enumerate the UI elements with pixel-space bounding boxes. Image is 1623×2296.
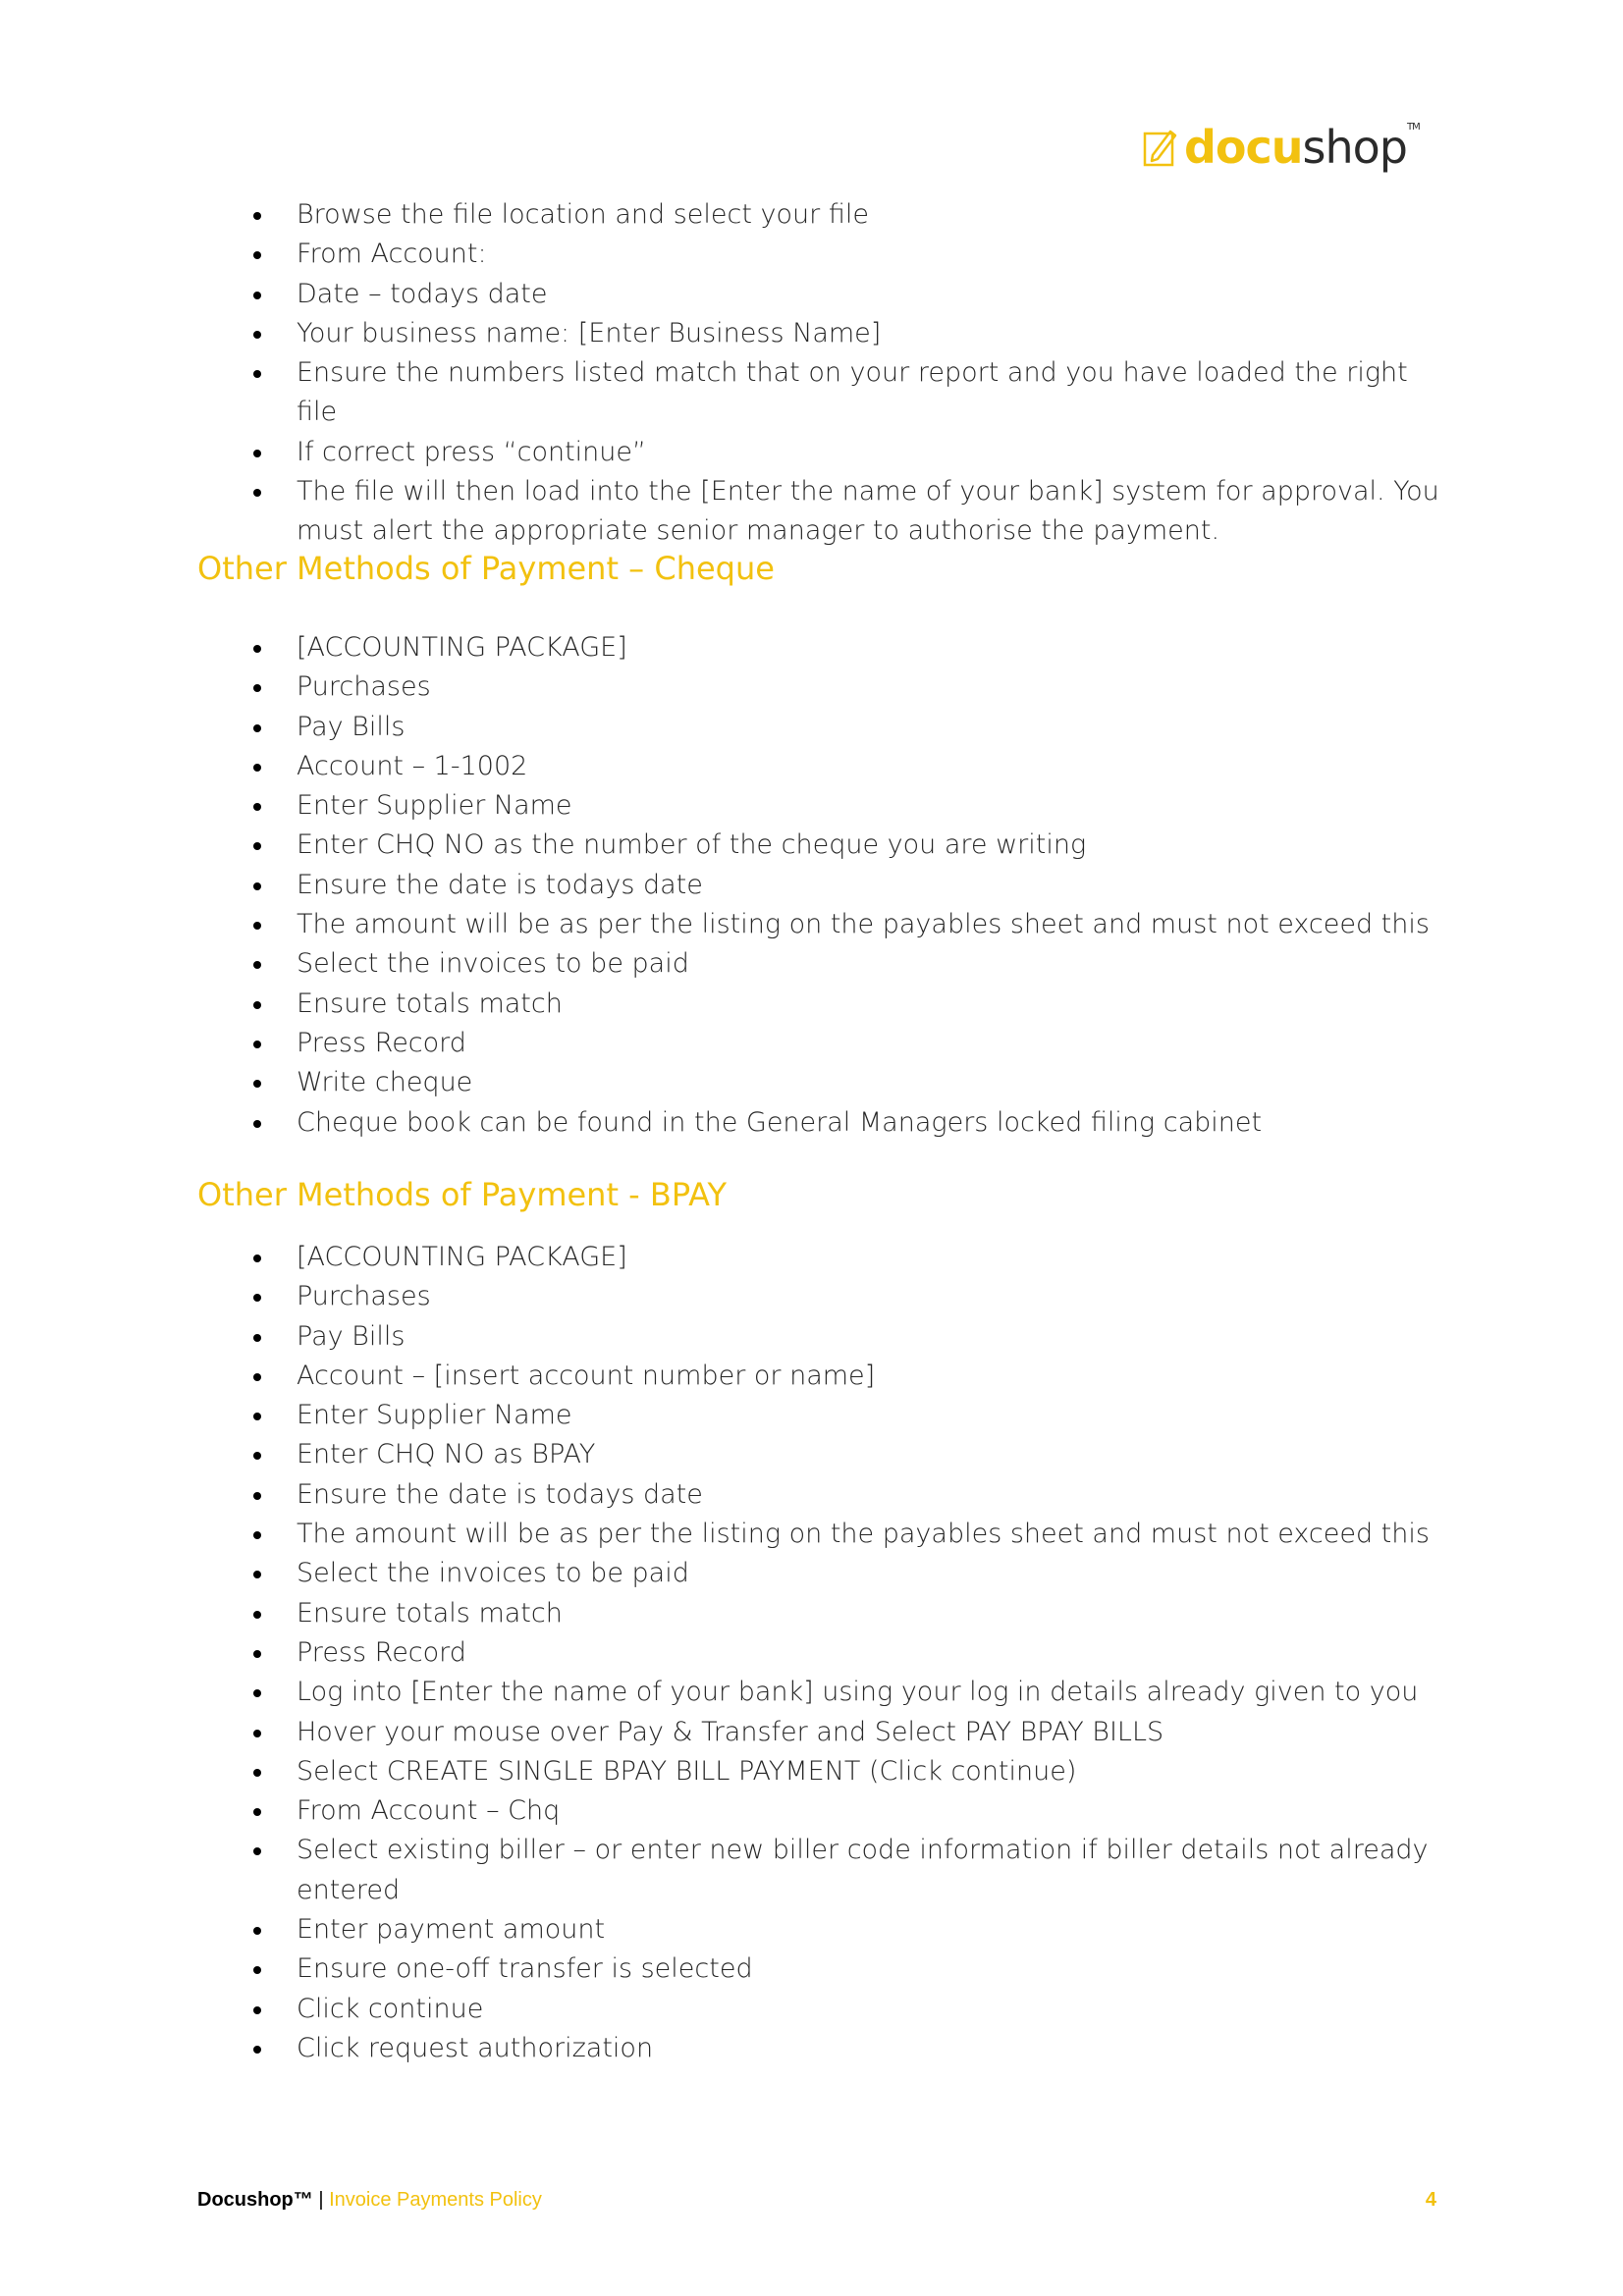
list-item: Ensure totals match (243, 985, 1451, 1024)
list-item: Ensure one-off transfer is selected (243, 1949, 1451, 1989)
list-item: Ensure the date is todays date (243, 866, 1451, 905)
page-footer (197, 2188, 1436, 2212)
logo-wordmark-docu: docu (1184, 121, 1303, 174)
list-item: From Account: (243, 235, 1451, 274)
list-item: Enter Supplier Name (243, 786, 1451, 826)
logo-wordmark-shop: shop (1302, 121, 1408, 174)
list-item: [ACCOUNTING PACKAGE] (243, 1238, 1451, 1277)
list-item: Ensure the numbers listed match that on your report and you have loaded the right file (243, 353, 1451, 433)
cheque-steps-list (243, 628, 1451, 1143)
list-item: Browse the file location and select your file (243, 195, 1451, 235)
footer-separator: | (312, 2189, 330, 2211)
logo-trademark: TM (1407, 122, 1420, 133)
list-item: Purchases (243, 1277, 1451, 1316)
list-item: Write cheque (243, 1063, 1451, 1102)
list-item: Account – [insert account number or name] (243, 1357, 1451, 1396)
cheque-section-heading: Other Methods of Payment – Cheque (197, 550, 775, 587)
list-item: Select existing biller – or enter new biller code information if biller details not already entered (243, 1831, 1451, 1910)
list-item: Hover your mouse over Pay & Transfer and Select PAY BPAY BILLS (243, 1713, 1451, 1752)
footer-brand: Docushop™ (197, 2189, 313, 2211)
list-item: [ACCOUNTING PACKAGE] (243, 628, 1451, 667)
list-item: Ensure the date is todays date (243, 1475, 1451, 1515)
list-item: Click request authorization (243, 2029, 1451, 2068)
list-item: Press Record (243, 1024, 1451, 1063)
list-item: Select the invoices to be paid (243, 1554, 1451, 1593)
list-item: If correct press “continue” (243, 433, 1451, 472)
list-item: Pay Bills (243, 708, 1451, 747)
list-item: Your business name: [Enter Business Name] (243, 314, 1451, 353)
list-item: Enter payment amount (243, 1910, 1451, 1949)
page-number: 4 (1425, 2189, 1436, 2211)
list-item: Account – 1-1002 (243, 747, 1451, 786)
list-item: The amount will be as per the listing on the payables sheet and must not exceed this (243, 905, 1451, 944)
bpay-steps-list (243, 1238, 1451, 2068)
list-item: The file will then load into the [Enter the name of your bank] system for approval. You must alert the appropriate senior manager to authorise the payment. (243, 472, 1451, 552)
list-item: Select the invoices to be paid (243, 944, 1451, 984)
list-item: Date – todays date (243, 275, 1451, 314)
list-item: Log into [Enter the name of your bank] using your log in details already given to you (243, 1673, 1451, 1712)
list-item: Click continue (243, 1990, 1451, 2029)
list-item: Pay Bills (243, 1317, 1451, 1357)
bpay-section-heading: Other Methods of Payment - BPAY (197, 1176, 728, 1213)
file-upload-steps-list (243, 195, 1451, 552)
list-item: Cheque book can be found in the General Managers locked filing cabinet (243, 1103, 1451, 1143)
footer-document-title: Invoice Payments Policy (329, 2189, 542, 2211)
list-item: Enter CHQ NO as BPAY (243, 1435, 1451, 1474)
list-item: The amount will be as per the listing on the payables sheet and must not exceed this (243, 1515, 1451, 1554)
list-item: Ensure totals match (243, 1594, 1451, 1633)
pencil-document-icon (1143, 126, 1180, 169)
list-item: Press Record (243, 1633, 1451, 1673)
list-item: Enter CHQ NO as the number of the cheque you are writing (243, 826, 1451, 865)
logo-wordmark (1184, 121, 1420, 174)
docushop-logo (1143, 116, 1420, 179)
list-item: From Account – Chq (243, 1791, 1451, 1831)
list-item: Enter Supplier Name (243, 1396, 1451, 1435)
list-item: Purchases (243, 667, 1451, 707)
list-item: Select CREATE SINGLE BPAY BILL PAYMENT (Click continue) (243, 1752, 1451, 1791)
